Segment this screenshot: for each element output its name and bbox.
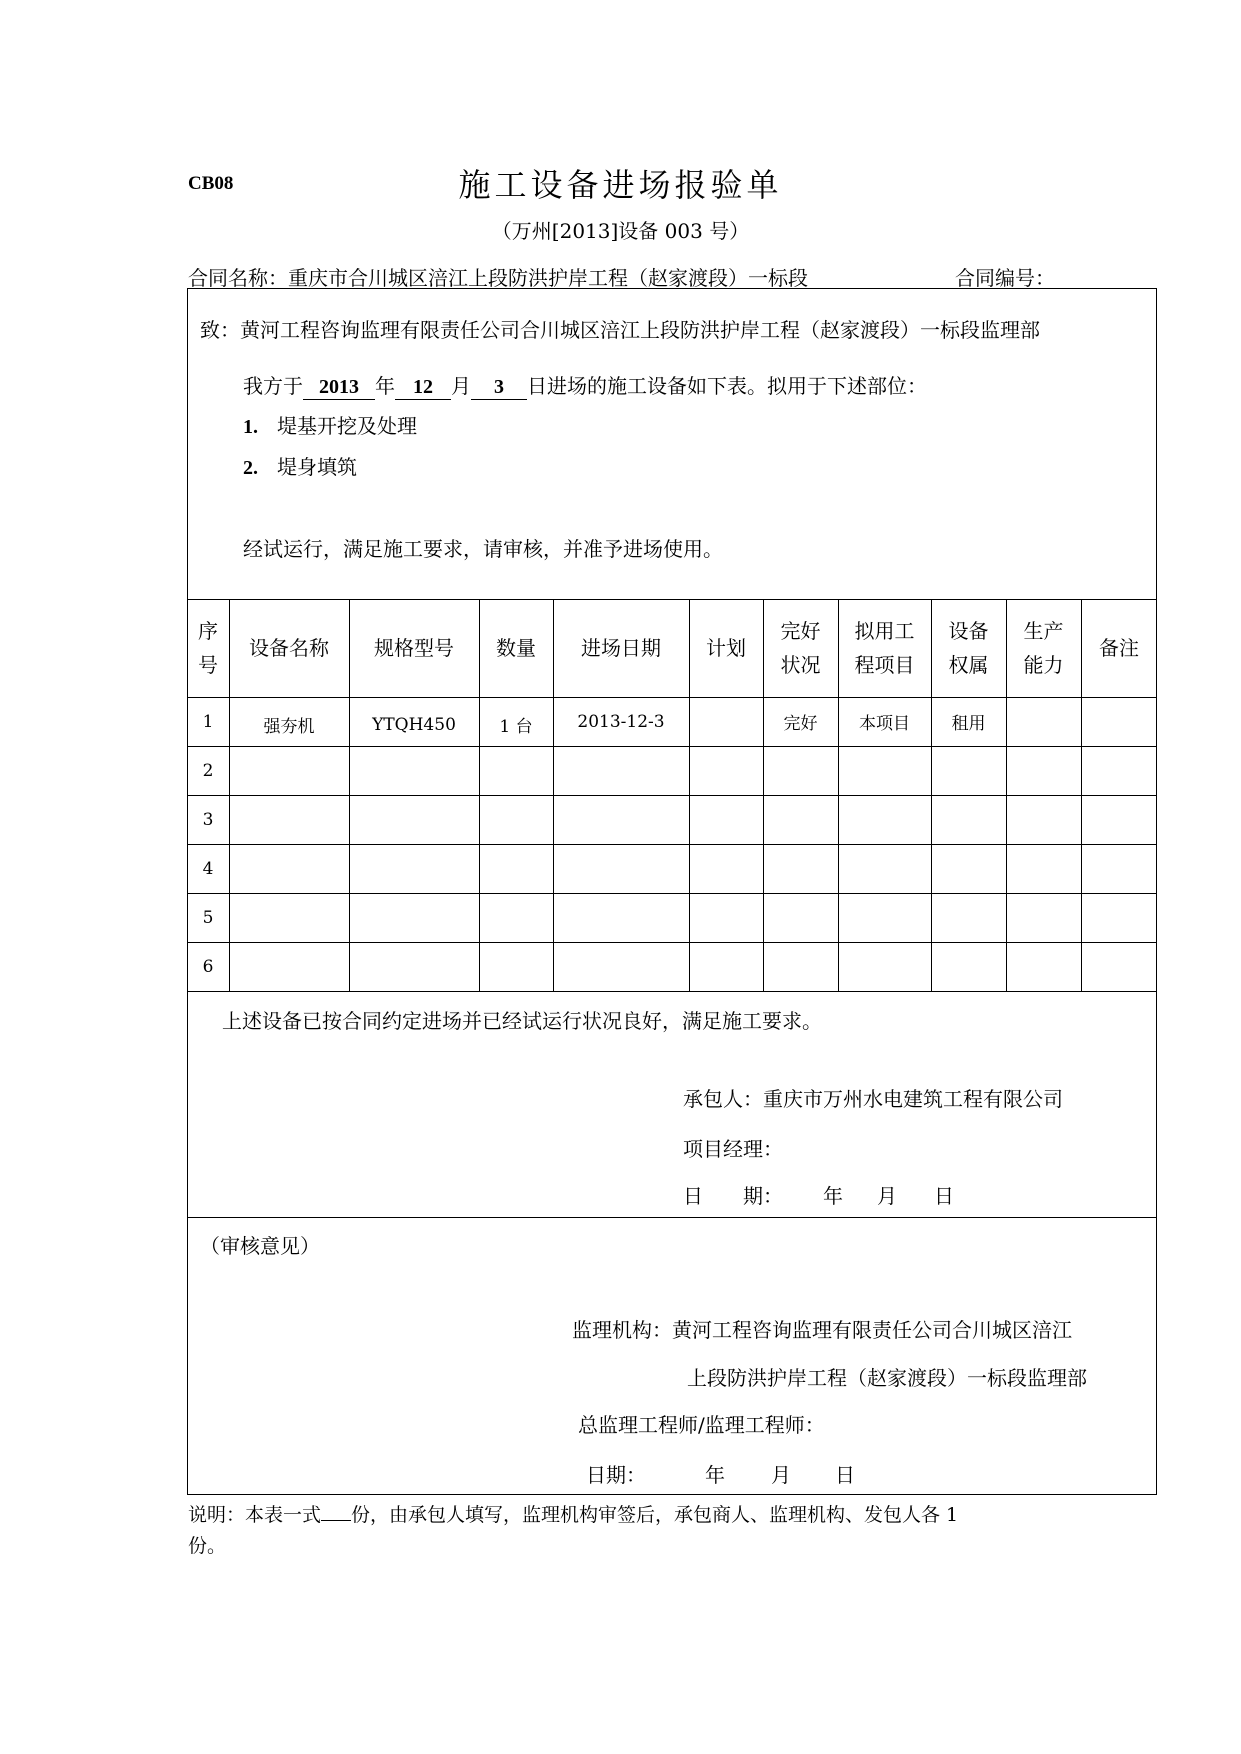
entry-prefix: 我方于 bbox=[243, 374, 303, 398]
table-row-border bbox=[187, 844, 1157, 845]
contract-name: 合同名称：重庆市合川城区涪江上段防洪护岸工程（赵家渡段）一标段 bbox=[188, 266, 808, 290]
table-header-cell: 规格型号 bbox=[374, 636, 454, 660]
table-row-border bbox=[187, 893, 1157, 894]
table-header-cell: 设备名称 bbox=[249, 636, 329, 660]
table-header-cell: 备注 bbox=[1099, 636, 1139, 660]
conclusion-text: 经试运行，满足施工要求，请审核，并准予进场使用。 bbox=[243, 537, 723, 561]
table-row-border bbox=[187, 746, 1157, 747]
document-number: （万州[2013]设备 003 号） bbox=[491, 219, 750, 243]
table-cell-plan bbox=[689, 697, 763, 746]
table-cell-index: 2 bbox=[202, 760, 214, 781]
table-cell-quantity: 1 台 bbox=[499, 717, 533, 737]
table-cell-index: 1 bbox=[202, 711, 214, 732]
entry-date-line bbox=[243, 370, 927, 400]
entry-suffix: 日进场的施工设备如下表。拟用于下述部位： bbox=[527, 374, 927, 398]
year-unit: 年 bbox=[375, 374, 395, 398]
project-manager-label: 项目经理： bbox=[683, 1137, 783, 1161]
review-month-label: 月 bbox=[771, 1463, 791, 1487]
supervision-agency-line1: 监理机构：黄河工程咨询监理有限责任公司合川城区涪江 bbox=[572, 1318, 1072, 1342]
contractor-date-label: 日 期： bbox=[683, 1184, 783, 1208]
contractor-month-label: 月 bbox=[877, 1184, 897, 1208]
location-item-number: 1. bbox=[243, 416, 258, 438]
location-item bbox=[243, 410, 417, 439]
location-item bbox=[243, 451, 357, 480]
contractor-name: 承包人：重庆市万州水电建筑工程有限公司 bbox=[683, 1087, 1063, 1111]
entry-year: 2013 bbox=[303, 376, 375, 400]
review-opinion-label: （审核意见） bbox=[200, 1234, 320, 1258]
section-divider bbox=[187, 1217, 1157, 1218]
table-header-cell: 序 号 bbox=[198, 619, 218, 677]
table-header-cell: 生产 能力 bbox=[1023, 619, 1064, 677]
table-cell-model: YTQH450 bbox=[372, 714, 456, 735]
location-item-text: 堤身填筑 bbox=[277, 455, 357, 479]
table-cell-remarks bbox=[1081, 697, 1157, 746]
table-header-cell: 拟用工 程项目 bbox=[854, 619, 915, 677]
table-header-cell: 完好 状况 bbox=[780, 619, 821, 677]
review-date-label: 日期： bbox=[586, 1463, 646, 1487]
contractor-statement: 上述设备已按合同约定进场并已经试运行状况良好，满足施工要求。 bbox=[222, 1009, 822, 1033]
page-title: 施工设备进场报验单 bbox=[458, 166, 783, 204]
table-cell-capacity bbox=[1006, 697, 1081, 746]
form-code: CB08 bbox=[188, 173, 234, 194]
footnote-part-a: 说明：本表一式 bbox=[188, 1504, 322, 1526]
entry-day: 3 bbox=[471, 376, 527, 400]
review-day-label: 日 bbox=[835, 1463, 855, 1487]
table-cell-index: 4 bbox=[202, 858, 214, 879]
table-header-cell: 数量 bbox=[496, 636, 536, 660]
table-cell-condition: 完好 bbox=[783, 714, 818, 734]
table-cell-index: 5 bbox=[202, 907, 214, 928]
table-cell-equipment-name: 强夯机 bbox=[263, 717, 315, 737]
contractor-year-label: 年 bbox=[823, 1184, 843, 1208]
footnote-line2: 份。 bbox=[188, 1535, 227, 1557]
table-header-cell: 计划 bbox=[706, 636, 746, 660]
review-year-label: 年 bbox=[705, 1463, 725, 1487]
location-item-number: 2. bbox=[243, 457, 258, 479]
table-cell-project: 本项目 bbox=[859, 714, 910, 734]
table-cell-index: 3 bbox=[202, 809, 214, 830]
footnote-part-b: 份，由承包人填写，监理机构审签后，承包商人、监理机构、发包人各 1 bbox=[351, 1504, 959, 1526]
contract-number-label: 合同编号： bbox=[955, 266, 1055, 290]
location-item-text: 堤基开挖及处理 bbox=[277, 414, 417, 438]
table-cell-index: 6 bbox=[202, 956, 214, 977]
table-bottom-border bbox=[187, 991, 1157, 992]
table-row-border bbox=[187, 942, 1157, 943]
table-row-border bbox=[187, 795, 1157, 796]
table-cell-entry-date: 2013-12-3 bbox=[577, 711, 665, 732]
footnote-line1 bbox=[188, 1500, 958, 1527]
copies-blank bbox=[321, 1504, 351, 1521]
month-unit: 月 bbox=[451, 374, 471, 398]
chief-engineer-label: 总监理工程师/监理工程师： bbox=[578, 1413, 825, 1437]
table-cell-ownership: 租用 bbox=[951, 714, 986, 734]
table-header-cell: 设备 权属 bbox=[948, 619, 989, 677]
addressee-line: 致：黄河工程咨询监理有限责任公司合川城区涪江上段防洪护岸工程（赵家渡段）一标段监理部 bbox=[200, 318, 1040, 342]
table-header-cell: 进场日期 bbox=[581, 636, 661, 660]
supervision-agency-line2: 上段防洪护岸工程（赵家渡段）一标段监理部 bbox=[687, 1366, 1087, 1390]
contractor-day-label: 日 bbox=[934, 1184, 954, 1208]
entry-month: 12 bbox=[395, 376, 451, 400]
